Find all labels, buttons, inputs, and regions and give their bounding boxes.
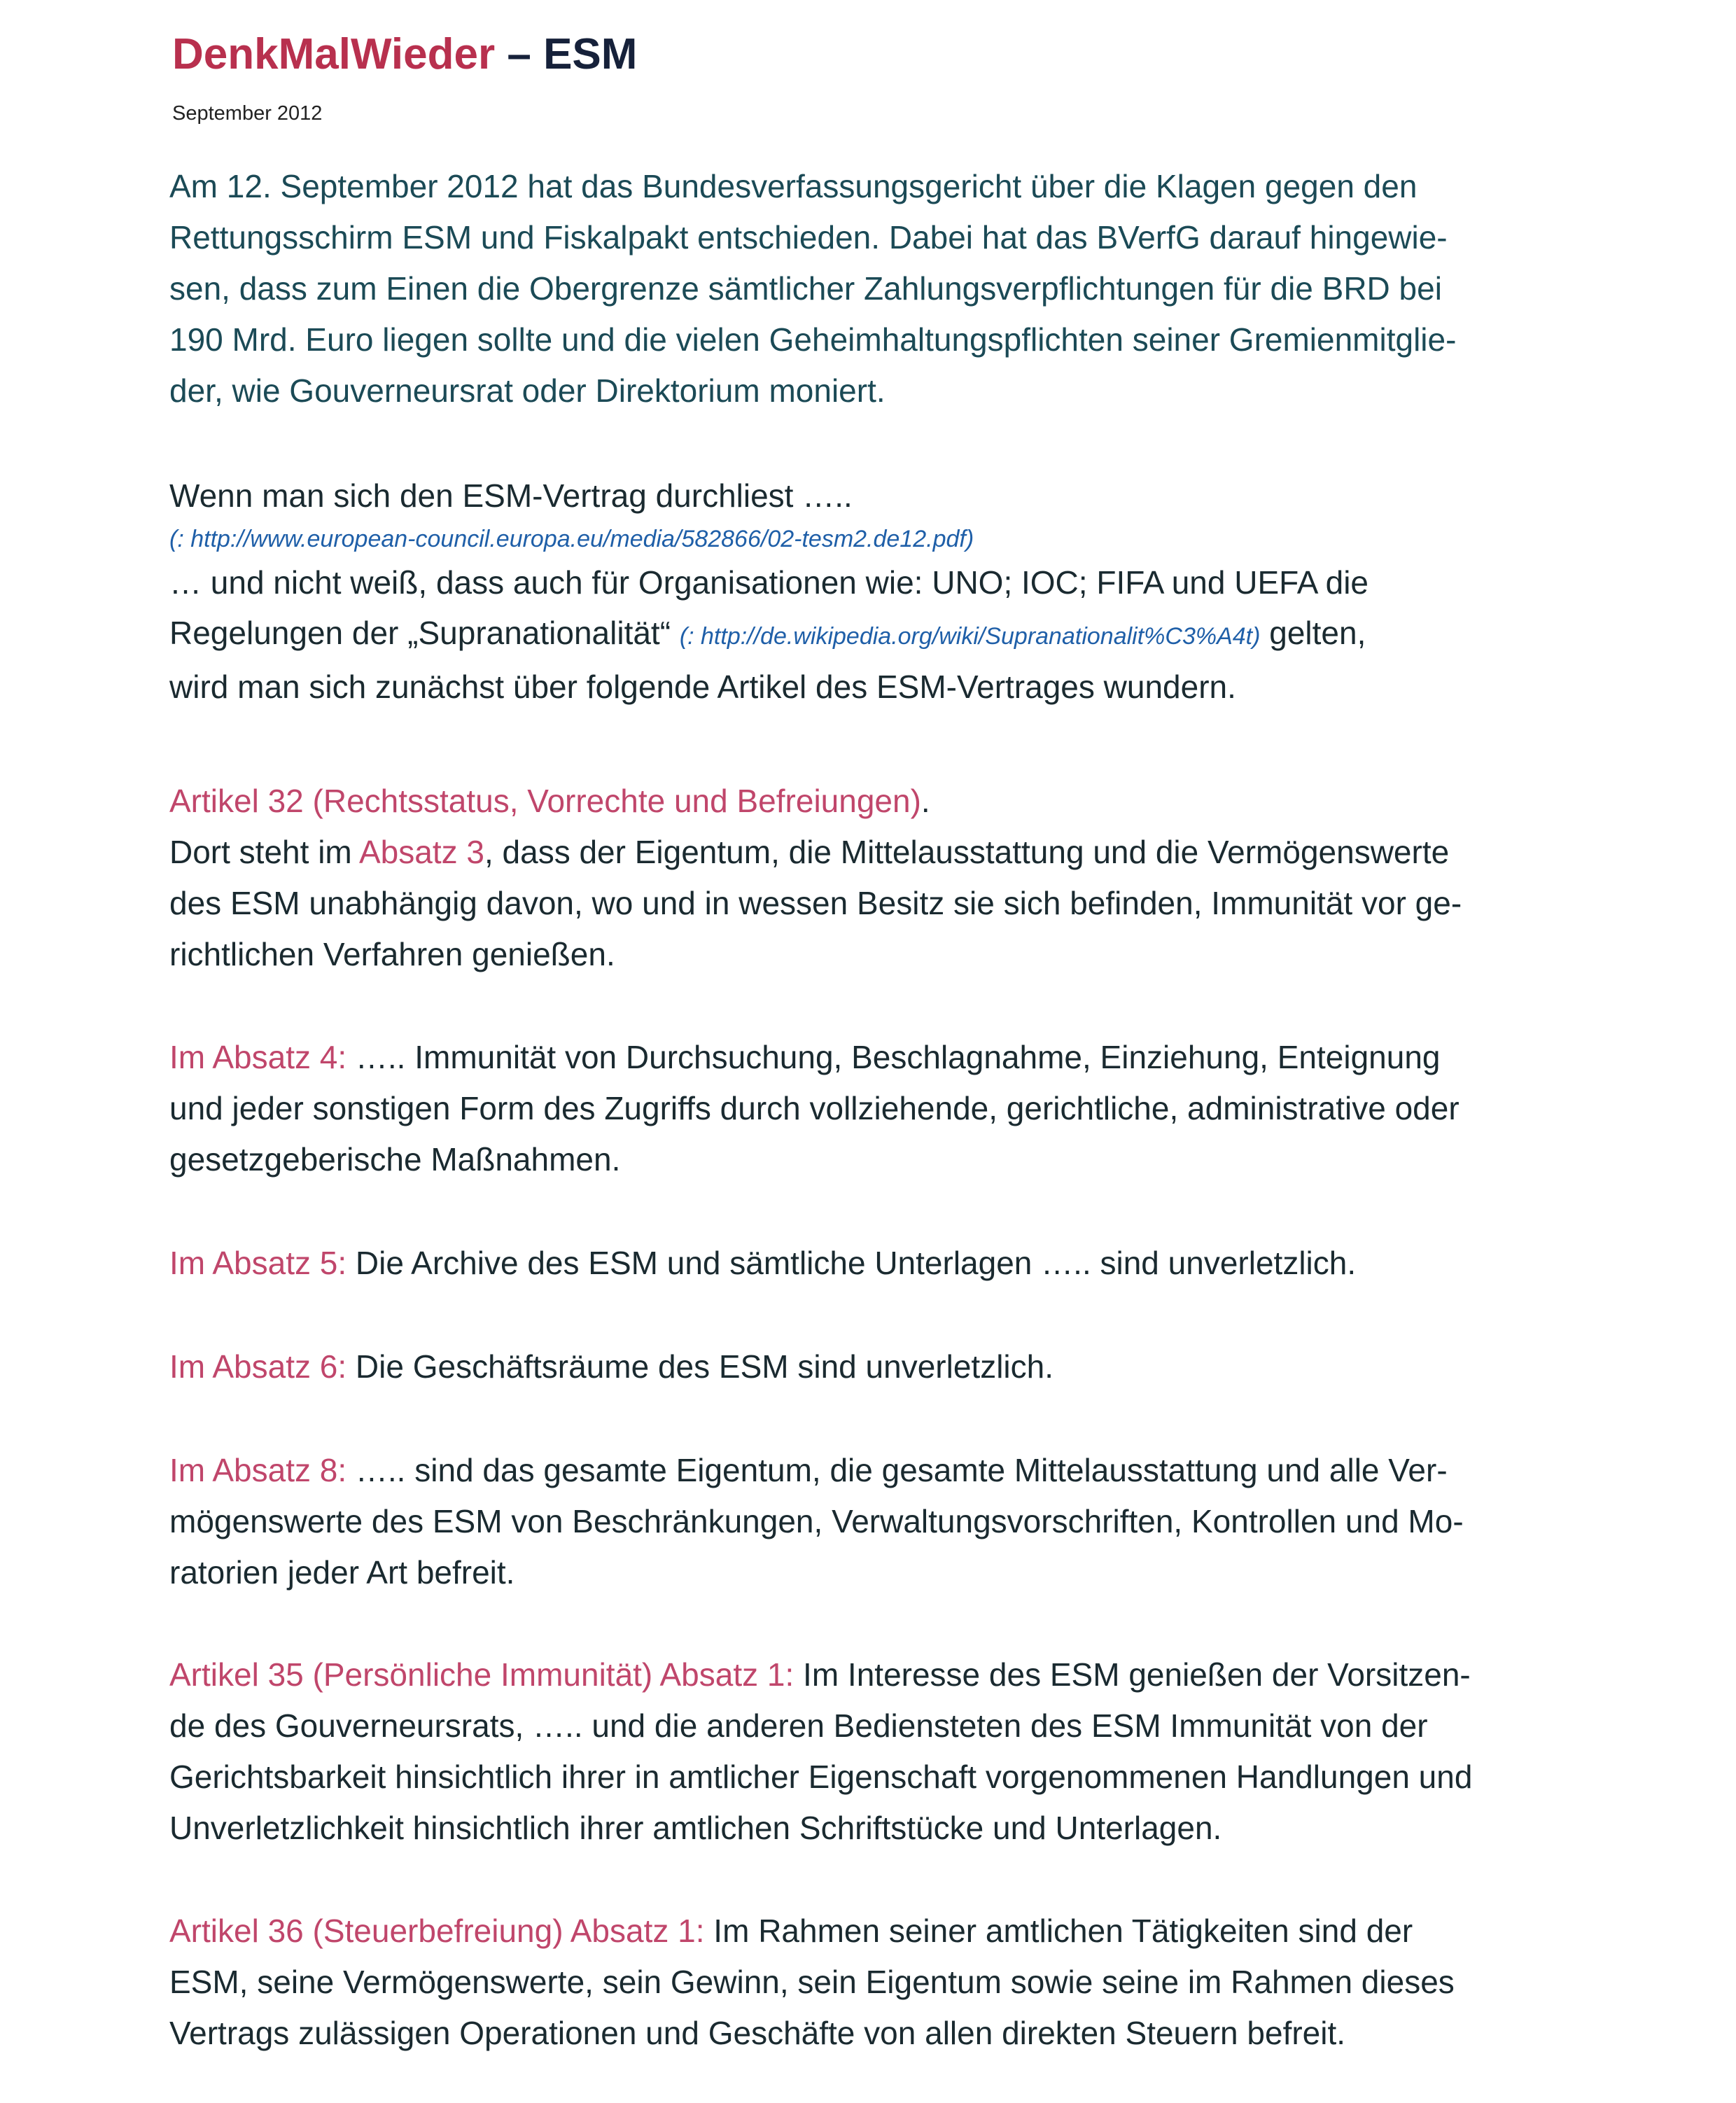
document-date: September 2012	[172, 102, 323, 125]
absatz-8-line	[169, 1445, 1583, 1496]
article-32-line: des ESM unabhängig davon, wo und in wessen Besitz sie sich befinden, Immunität vor ge-	[169, 885, 1462, 921]
absatz-8-section	[169, 1445, 1583, 1598]
intro-line: Am 12. September 2012 hat das Bundesverfassungsgericht über die Klagen gegen den	[169, 168, 1418, 204]
article-35-line	[169, 1649, 1583, 1700]
document-header	[172, 27, 637, 125]
article-32-ref: Absatz 3	[358, 834, 484, 870]
absatz-6-text: Die Geschäftsräume des ESM sind unverletzlich.	[346, 1348, 1054, 1385]
heading-end: .	[920, 783, 930, 819]
article-35-line: Gerichtsbarkeit hinsichtlich ihrer in amtlicher Eigenschaft vorgenommenen Handlungen und	[169, 1759, 1473, 1795]
article-32-line	[169, 827, 1583, 878]
article-32-title: Artikel 32 (Rechtsstatus, Vorrechte und Befreiungen)	[169, 783, 921, 819]
treaty-link[interactable]: (: http://www.european-council.europa.eu/media/582866/02-tesm2.de12.pdf)	[169, 526, 974, 552]
article-35-label: Artikel 35 (Persönliche Immunität) Absatz 1:	[169, 1656, 794, 1693]
absatz-4-line: gesetzgeberische Maßnahmen.	[169, 1141, 621, 1178]
absatz-8-label: Im Absatz 8:	[169, 1452, 347, 1488]
absatz-4-label: Im Absatz 4:	[169, 1039, 347, 1075]
title-topic: ESM	[543, 30, 638, 78]
article-35-line: Unverletzlichkeit hinsichtlich ihrer amtlichen Schriftstücke und Unterlagen.	[169, 1810, 1222, 1846]
treaty-line: … und nicht weiß, dass auch für Organisationen wie: UNO; IOC; FIFA und UEFA die	[169, 564, 1369, 601]
treaty-line: Wenn man sich den ESM-Vertrag durchliest …..	[169, 477, 853, 514]
absatz-5-text: Die Archive des ESM und sämtliche Unterlagen ….. sind unverletzlich.	[346, 1245, 1357, 1281]
treaty-text: gelten,	[1260, 615, 1366, 651]
absatz-5-line	[169, 1238, 1583, 1289]
article-32-section	[169, 776, 1583, 980]
article-32-heading	[169, 776, 1583, 827]
article-35-section	[169, 1649, 1583, 1854]
wikipedia-link[interactable]: (: http://de.wikipedia.org/wiki/Supranationalit%C3%A4t)	[679, 623, 1261, 650]
treaty-line: wird man sich zunächst über folgende Artikel des ESM-Vertrages wundern.	[169, 669, 1236, 705]
absatz-8-line: mögenswerte des ESM von Beschränkungen, Verwaltungsvorschriften, Kontrollen und Mo-	[169, 1503, 1464, 1539]
document-title	[172, 27, 637, 83]
article-32-text: , dass der Eigentum, die Mittelausstattung und die Vermögenswerte	[484, 834, 1450, 870]
absatz-4-line: und jeder sonstigen Form des Zugriffs durch vollziehende, gerichtliche, administrative oder	[169, 1090, 1460, 1126]
article-32-text: Dort steht im	[169, 834, 359, 870]
absatz-4-text: ….. Immunität von Durchsuchung, Beschlagnahme, Einziehung, Enteignung	[346, 1039, 1441, 1075]
treaty-line	[169, 608, 1583, 662]
absatz-6-section	[169, 1341, 1583, 1392]
article-36-line	[169, 1906, 1583, 1957]
intro-line: Rettungsschirm ESM und Fiskalpakt entschieden. Dabei hat das BVerfG darauf hingewie-	[169, 219, 1448, 256]
absatz-4-line	[169, 1032, 1583, 1083]
article-36-section	[169, 1906, 1583, 2059]
article-35-line: de des Gouverneursrats, ….. und die anderen Bediensteten des ESM Immunität von der	[169, 1707, 1428, 1744]
intro-line: der, wie Gouverneursrat oder Direktorium moniert.	[169, 372, 886, 409]
absatz-8-line: ratorien jeder Art befreit.	[169, 1554, 515, 1591]
intro-line: sen, dass zum Einen die Obergrenze sämtlicher Zahlungsverpflichtungen für die BRD bei	[169, 270, 1442, 307]
absatz-6-line	[169, 1341, 1583, 1392]
intro-paragraph	[169, 161, 1583, 417]
absatz-6-label: Im Absatz 6:	[169, 1348, 347, 1385]
absatz-5-label: Im Absatz 5:	[169, 1245, 347, 1281]
article-35-text: Im Interesse des ESM genießen der Vorsitzen-	[794, 1656, 1471, 1693]
treaty-text: Regelungen der „Supranationalität“	[169, 615, 680, 651]
title-separator: –	[495, 30, 544, 78]
absatz-8-text: ….. sind das gesamte Eigentum, die gesamte Mittelausstattung und alle Ver-	[346, 1452, 1448, 1488]
article-36-line: ESM, seine Vermögenswerte, sein Gewinn, sein Eigentum sowie seine im Rahmen dieses	[169, 1964, 1455, 2000]
article-36-label: Artikel 36 (Steuerbefreiung) Absatz 1:	[169, 1913, 705, 1949]
absatz-5-section	[169, 1238, 1583, 1289]
treaty-paragraph	[169, 470, 1583, 712]
article-36-text: Im Rahmen seiner amtlichen Tätigkeiten sind der	[704, 1913, 1413, 1949]
intro-line: 190 Mrd. Euro liegen sollte und die vielen Geheimhaltungspflichten seiner Gremienmitglie-	[169, 321, 1457, 358]
brand-name: DenkMalWieder	[172, 30, 496, 78]
article-36-line: Vertrags zulässigen Operationen und Geschäfte von allen direkten Steuern befreit.	[169, 2015, 1346, 2051]
absatz-4-section	[169, 1032, 1583, 1185]
article-32-line: richtlichen Verfahren genießen.	[169, 936, 615, 972]
